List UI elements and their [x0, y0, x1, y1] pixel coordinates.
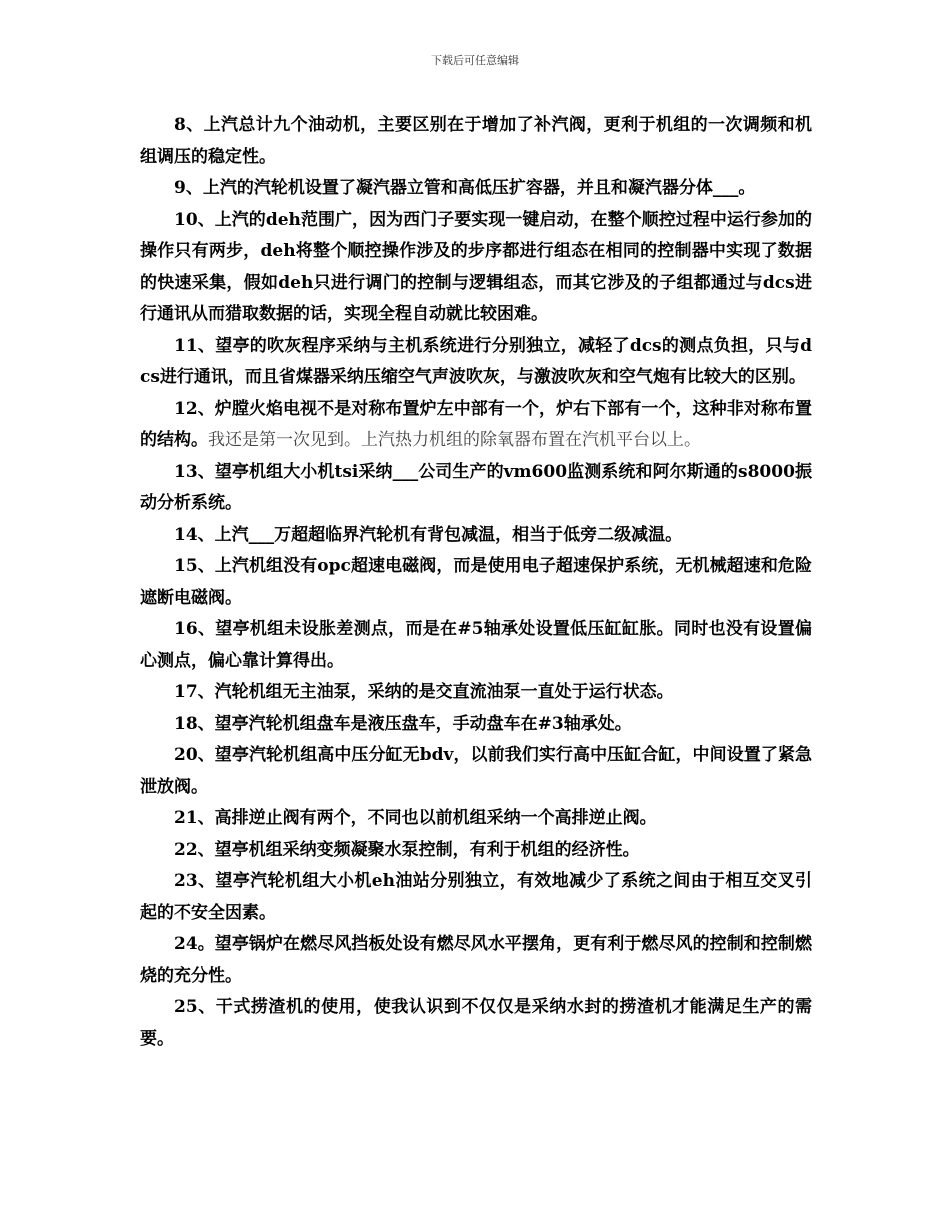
paragraph-text: 15、上汽机组没有opc超速电磁阀，而是使用电子超速保护系统，无机械超速和危险遮断电磁阀。 — [140, 556, 812, 608]
paragraph-text: 16、望亭机组未设胀差测点，而是在#5轴承处设置低压缸缸胀。同时也没有设置偏心测点，偏心靠计算得出。 — [140, 619, 812, 671]
paragraph-item-22 — [140, 835, 812, 867]
paragraph-text: 23、望亭汽轮机组大小机eh油站分别独立，有效地减少了系统之间由于相互交叉引起的不安全因素。 — [140, 871, 812, 923]
paragraph-text: 21、高排逆止阀有两个，不同也以前机组采纳一个高排逆止阀。 — [174, 808, 657, 828]
paragraph-text: 10、上汽的deh范围广，因为西门子要实现一键启动，在整个顺控过程中运行参加的操作只有两步，deh将整个顺控操作涉及的步序都进行组态在相同的控制器中实现了数据的快速采集，假如deh只进行调门的控制与逻辑组态，而其它涉及的子组都通过与dcs进行通讯从而猎取数据的话，实现全程自动就比较困难。 — [140, 209, 812, 324]
paragraph-extra-text: 我还是第一次见到。上汽热力机组的除氧器布置在汽机平台以上。 — [208, 430, 701, 450]
paragraph-text: 9、上汽的汽轮机设置了凝汽器立管和高低压扩容器，并且和凝汽器分体___。 — [174, 178, 756, 198]
paragraph-item-16 — [140, 614, 812, 677]
paragraph-text: 20、望亭汽轮机组高中压分缸无bdv，以前我们实行高中压缸合缸，中间设置了紧急泄放阀。 — [140, 745, 812, 797]
paragraph-item-12 — [140, 394, 812, 457]
paragraph-item-13 — [140, 457, 812, 520]
paragraph-item-23 — [140, 866, 812, 929]
paragraph-item-11 — [140, 331, 812, 394]
document-body — [140, 110, 812, 1055]
paragraph-text: 11、望亭的吹灰程序采纳与主机系统进行分别独立，减轻了dcs的测点负担，只与dcs进行通讯，而且省煤器采纳压缩空气声波吹灰，与激波吹灰和空气炮有比较大的区别。 — [140, 335, 812, 387]
paragraph-text: 12、炉膛火焰电视不是对称布置炉左中部有一个，炉右下部有一个，这种非对称布置的结构。 — [140, 398, 812, 450]
paragraph-item-18 — [140, 709, 812, 741]
paragraph-text: 17、汽轮机组无主油泵，采纳的是交直流油泵一直处于运行状态。 — [174, 682, 674, 702]
paragraph-item-9 — [140, 173, 812, 205]
paragraph-text: 22、望亭机组采纳变频凝聚水泵控制，有利于机组的经济性。 — [174, 839, 640, 860]
paragraph-text: 24。望亭锅炉在燃尽风挡板处设有燃尽风水平摆角，更有利于燃尽风的控制和控制燃烧的充分性。 — [140, 934, 812, 986]
paragraph-text: 8、上汽总计九个油动机，主要区别在于增加了补汽阀，更利于机组的一次调频和机组调压的稳定性。 — [140, 115, 812, 167]
page-header: 下载后可任意编辑 — [431, 54, 519, 67]
paragraph-item-15 — [140, 551, 812, 614]
paragraph-text: 25、干式捞渣机的使用，使我认识到不仅仅是采纳水封的捞渣机才能满足生产的需要。 — [140, 997, 812, 1049]
paragraph-item-10 — [140, 205, 812, 331]
paragraph-item-14 — [140, 520, 812, 552]
paragraph-item-24 — [140, 929, 812, 992]
paragraph-item-8 — [140, 110, 812, 173]
paragraph-item-21 — [140, 803, 812, 835]
paragraph-text: 18、望亭汽轮机组盘车是液压盘车，手动盘车在#3轴承处。 — [174, 713, 632, 734]
paragraph-text: 14、上汽___万超超临界汽轮机有背包减温，相当于低旁二级减温。 — [174, 524, 683, 545]
paragraph-item-25 — [140, 992, 812, 1055]
paragraph-item-17 — [140, 677, 812, 709]
paragraph-text: 13、望亭机组大小机tsi采纳___公司生产的vm600监测系统和阿尔斯通的s8000振动分析系统。 — [140, 461, 812, 513]
paragraph-item-20 — [140, 740, 812, 803]
